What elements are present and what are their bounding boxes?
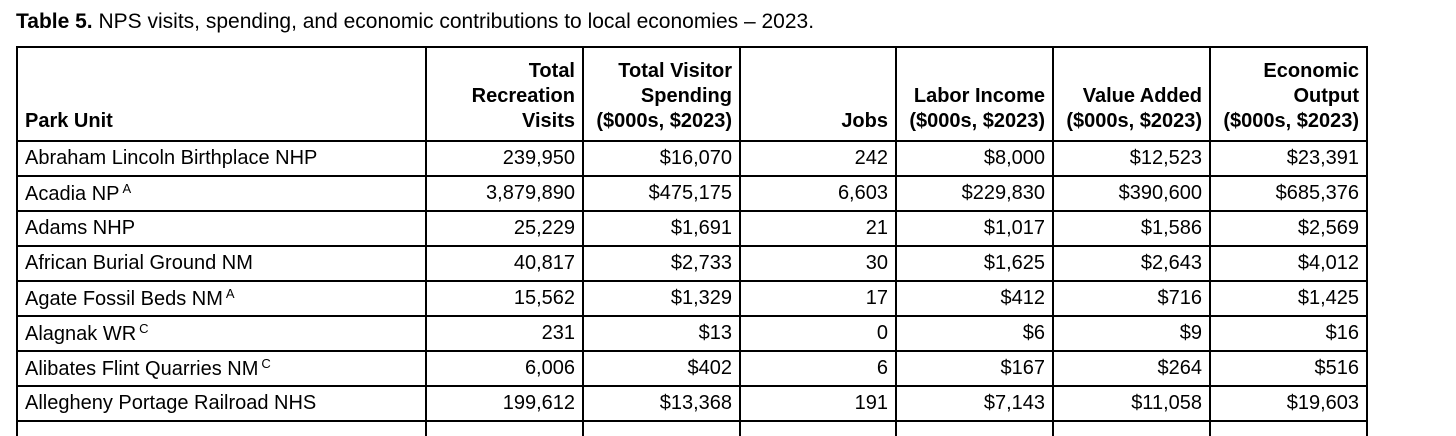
- spending-cell: $475,175: [583, 176, 740, 211]
- park-unit-name: Acadia NP: [25, 183, 120, 205]
- empty-cell: [740, 421, 896, 436]
- visits-cell: 199,612: [426, 386, 583, 421]
- economic-output-cell: $2,569: [1210, 211, 1367, 246]
- header-economic-output-line-2: Output: [1293, 85, 1359, 107]
- table-row: [17, 176, 1367, 211]
- economic-output-cell: $685,376: [1210, 176, 1367, 211]
- value-added-cell: $264: [1053, 351, 1210, 386]
- header-economic-output: [1210, 47, 1367, 141]
- table-row: [17, 386, 1367, 421]
- economic-output-cell: $16: [1210, 316, 1367, 351]
- visits-cell: 25,229: [426, 211, 583, 246]
- labor-income-cell: $7,143: [896, 386, 1053, 421]
- header-value-added-line-1: Value Added: [1082, 85, 1202, 107]
- spending-cell: $402: [583, 351, 740, 386]
- jobs-cell: 30: [740, 246, 896, 281]
- labor-income-cell: $412: [896, 281, 1053, 316]
- park-unit-cell: [17, 211, 426, 246]
- table-row: [17, 281, 1367, 316]
- labor-income-cell: $6: [896, 316, 1053, 351]
- header-labor-income-line-1: Labor Income: [913, 85, 1045, 107]
- park-unit-name: Allegheny Portage Railroad NHS: [25, 392, 317, 414]
- spending-cell: $16,070: [583, 141, 740, 176]
- header-economic-output-line-1: Economic: [1263, 60, 1359, 82]
- empty-cell: [896, 421, 1053, 436]
- header-economic-output-line-3: ($000s, $2023): [1223, 110, 1359, 132]
- labor-income-cell: $8,000: [896, 141, 1053, 176]
- header-value-added-line-2: ($000s, $2023): [1066, 110, 1202, 132]
- economic-output-cell: $1,425: [1210, 281, 1367, 316]
- labor-income-cell: $1,625: [896, 246, 1053, 281]
- value-added-cell: $12,523: [1053, 141, 1210, 176]
- park-unit-name: Alibates Flint Quarries NM: [25, 358, 259, 380]
- visits-cell: 231: [426, 316, 583, 351]
- value-added-cell: $11,058: [1053, 386, 1210, 421]
- empty-cell: [17, 421, 426, 436]
- labor-income-cell: $1,017: [896, 211, 1053, 246]
- park-unit-cell: [17, 176, 426, 211]
- park-unit-cell: [17, 386, 426, 421]
- park-unit-name: Adams NHP: [25, 217, 136, 239]
- jobs-cell: 6: [740, 351, 896, 386]
- park-unit-name: African Burial Ground NM: [25, 252, 253, 274]
- labor-income-cell: $229,830: [896, 176, 1053, 211]
- footnote-marker: A: [122, 181, 132, 196]
- table-caption-text: NPS visits, spending, and economic contributions to local economies – 2023.: [98, 10, 815, 33]
- economic-contributions-table: [16, 46, 1368, 436]
- park-unit-name: Alagnak WR: [25, 323, 137, 345]
- visits-cell: 239,950: [426, 141, 583, 176]
- header-jobs-label: Jobs: [841, 110, 888, 132]
- jobs-cell: 0: [740, 316, 896, 351]
- park-unit-cell: [17, 281, 426, 316]
- economic-output-cell: $19,603: [1210, 386, 1367, 421]
- value-added-cell: $9: [1053, 316, 1210, 351]
- header-total-visitor-spending: [583, 47, 740, 141]
- spending-cell: $13: [583, 316, 740, 351]
- table-row-cutoff: [17, 421, 1367, 436]
- table-caption-label: Table 5.: [16, 10, 93, 33]
- header-visits-line-2: Recreation: [471, 85, 575, 107]
- header-visits-line-3: Visits: [522, 110, 575, 132]
- footnote-marker: A: [225, 286, 235, 301]
- table-row: [17, 141, 1367, 176]
- table-row: [17, 351, 1367, 386]
- table-row: [17, 316, 1367, 351]
- visits-cell: 3,879,890: [426, 176, 583, 211]
- header-park-unit: [17, 47, 426, 141]
- table-row: [17, 246, 1367, 281]
- jobs-cell: 17: [740, 281, 896, 316]
- value-added-cell: $2,643: [1053, 246, 1210, 281]
- park-unit-name: Agate Fossil Beds NM: [25, 288, 223, 310]
- park-unit-cell: [17, 316, 426, 351]
- header-park-unit-label: Park Unit: [25, 110, 113, 132]
- spending-cell: $1,329: [583, 281, 740, 316]
- header-total-recreation-visits: [426, 47, 583, 141]
- economic-output-cell: $23,391: [1210, 141, 1367, 176]
- visits-cell: 6,006: [426, 351, 583, 386]
- empty-cell: [1210, 421, 1367, 436]
- value-added-cell: $390,600: [1053, 176, 1210, 211]
- header-labor-income: [896, 47, 1053, 141]
- park-unit-cell: [17, 351, 426, 386]
- visits-cell: 15,562: [426, 281, 583, 316]
- header-visits-line-1: Total: [528, 60, 575, 82]
- header-spending-line-3: ($000s, $2023): [596, 110, 732, 132]
- labor-income-cell: $167: [896, 351, 1053, 386]
- spending-cell: $13,368: [583, 386, 740, 421]
- footnote-marker: C: [261, 356, 271, 371]
- table-caption: [16, 9, 814, 35]
- footnote-marker: C: [139, 321, 149, 336]
- jobs-cell: 191: [740, 386, 896, 421]
- header-spending-line-1: Total Visitor: [618, 60, 732, 82]
- table-row: [17, 211, 1367, 246]
- park-unit-cell: [17, 246, 426, 281]
- value-added-cell: $716: [1053, 281, 1210, 316]
- economic-output-cell: $4,012: [1210, 246, 1367, 281]
- table-body: [17, 141, 1367, 436]
- value-added-cell: $1,586: [1053, 211, 1210, 246]
- spending-cell: $1,691: [583, 211, 740, 246]
- park-unit-name: Abraham Lincoln Birthplace NHP: [25, 147, 318, 169]
- header-spending-line-2: Spending: [640, 85, 732, 107]
- spending-cell: $2,733: [583, 246, 740, 281]
- empty-cell: [583, 421, 740, 436]
- table-header-row: [17, 47, 1367, 141]
- jobs-cell: 21: [740, 211, 896, 246]
- jobs-cell: 242: [740, 141, 896, 176]
- jobs-cell: 6,603: [740, 176, 896, 211]
- header-jobs: [740, 47, 896, 141]
- park-unit-cell: [17, 141, 426, 176]
- header-value-added: [1053, 47, 1210, 141]
- header-labor-income-line-2: ($000s, $2023): [909, 110, 1045, 132]
- empty-cell: [426, 421, 583, 436]
- visits-cell: 40,817: [426, 246, 583, 281]
- empty-cell: [1053, 421, 1210, 436]
- economic-output-cell: $516: [1210, 351, 1367, 386]
